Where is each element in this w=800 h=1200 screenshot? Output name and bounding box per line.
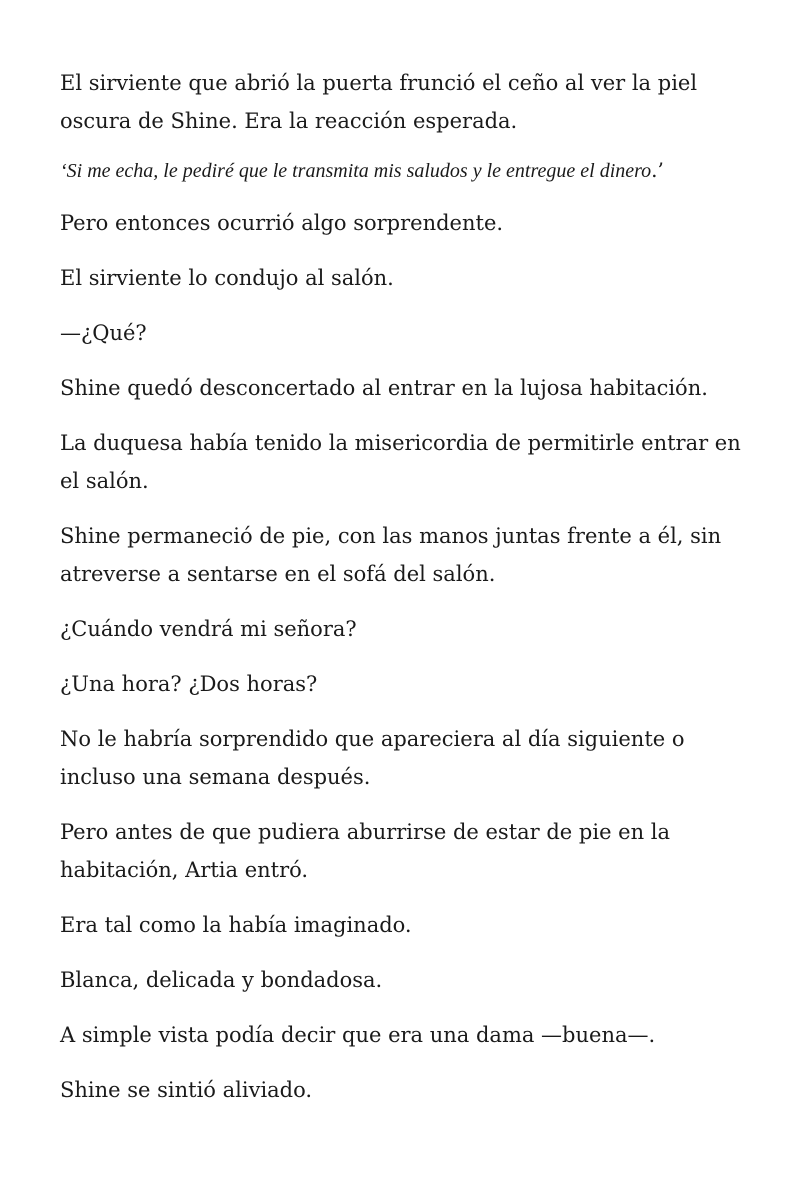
paragraph-12: Era tal como la había imaginado. xyxy=(60,913,412,937)
inner-thought-text: ‘Si me echa, le pediré que le transmita mis saludos y le entregue el dinero xyxy=(60,160,652,182)
paragraph-10: No le habría sorprendido que apareciera al día siguiente o incluso una semana después. xyxy=(60,727,685,789)
paragraph-7: Shine permaneció de pie, con las manos juntas frente a él, sin atreverse a sentarse en el sofá del salón. xyxy=(60,524,722,586)
paragraph-3: El sirviente lo condujo al salón. xyxy=(60,266,394,290)
paragraph-14: A simple vista podía decir que era una dama —buena—. xyxy=(60,1023,656,1047)
paragraph-6: La duquesa había tenido la misericordia de permitirle entrar en el salón. xyxy=(60,431,741,493)
paragraph-13: Blanca, delicada y bondadosa. xyxy=(60,968,383,992)
document-page xyxy=(60,64,760,1126)
inner-thought-ending: .’ xyxy=(651,158,664,182)
paragraph-5: Shine quedó desconcertado al entrar en la lujosa habitación. xyxy=(60,376,708,400)
paragraph-11: Pero antes de que pudiera aburrirse de estar de pie en la habitación, Artia entró. xyxy=(60,820,671,882)
paragraph-9: ¿Una hora? ¿Dos horas? xyxy=(60,672,318,696)
inner-thought xyxy=(60,157,760,184)
paragraph-1: El sirviente que abrió la puerta frunció el ceño al ver la piel oscura de Shine. Era la reacción esperada. xyxy=(60,71,698,133)
paragraph-8: ¿Cuándo vendrá mi señora? xyxy=(60,617,357,641)
paragraph-4: —¿Qué? xyxy=(60,321,147,345)
paragraph-2: Pero entonces ocurrió algo sorprendente. xyxy=(60,211,504,235)
paragraph-15: Shine se sintió aliviado. xyxy=(60,1078,313,1102)
